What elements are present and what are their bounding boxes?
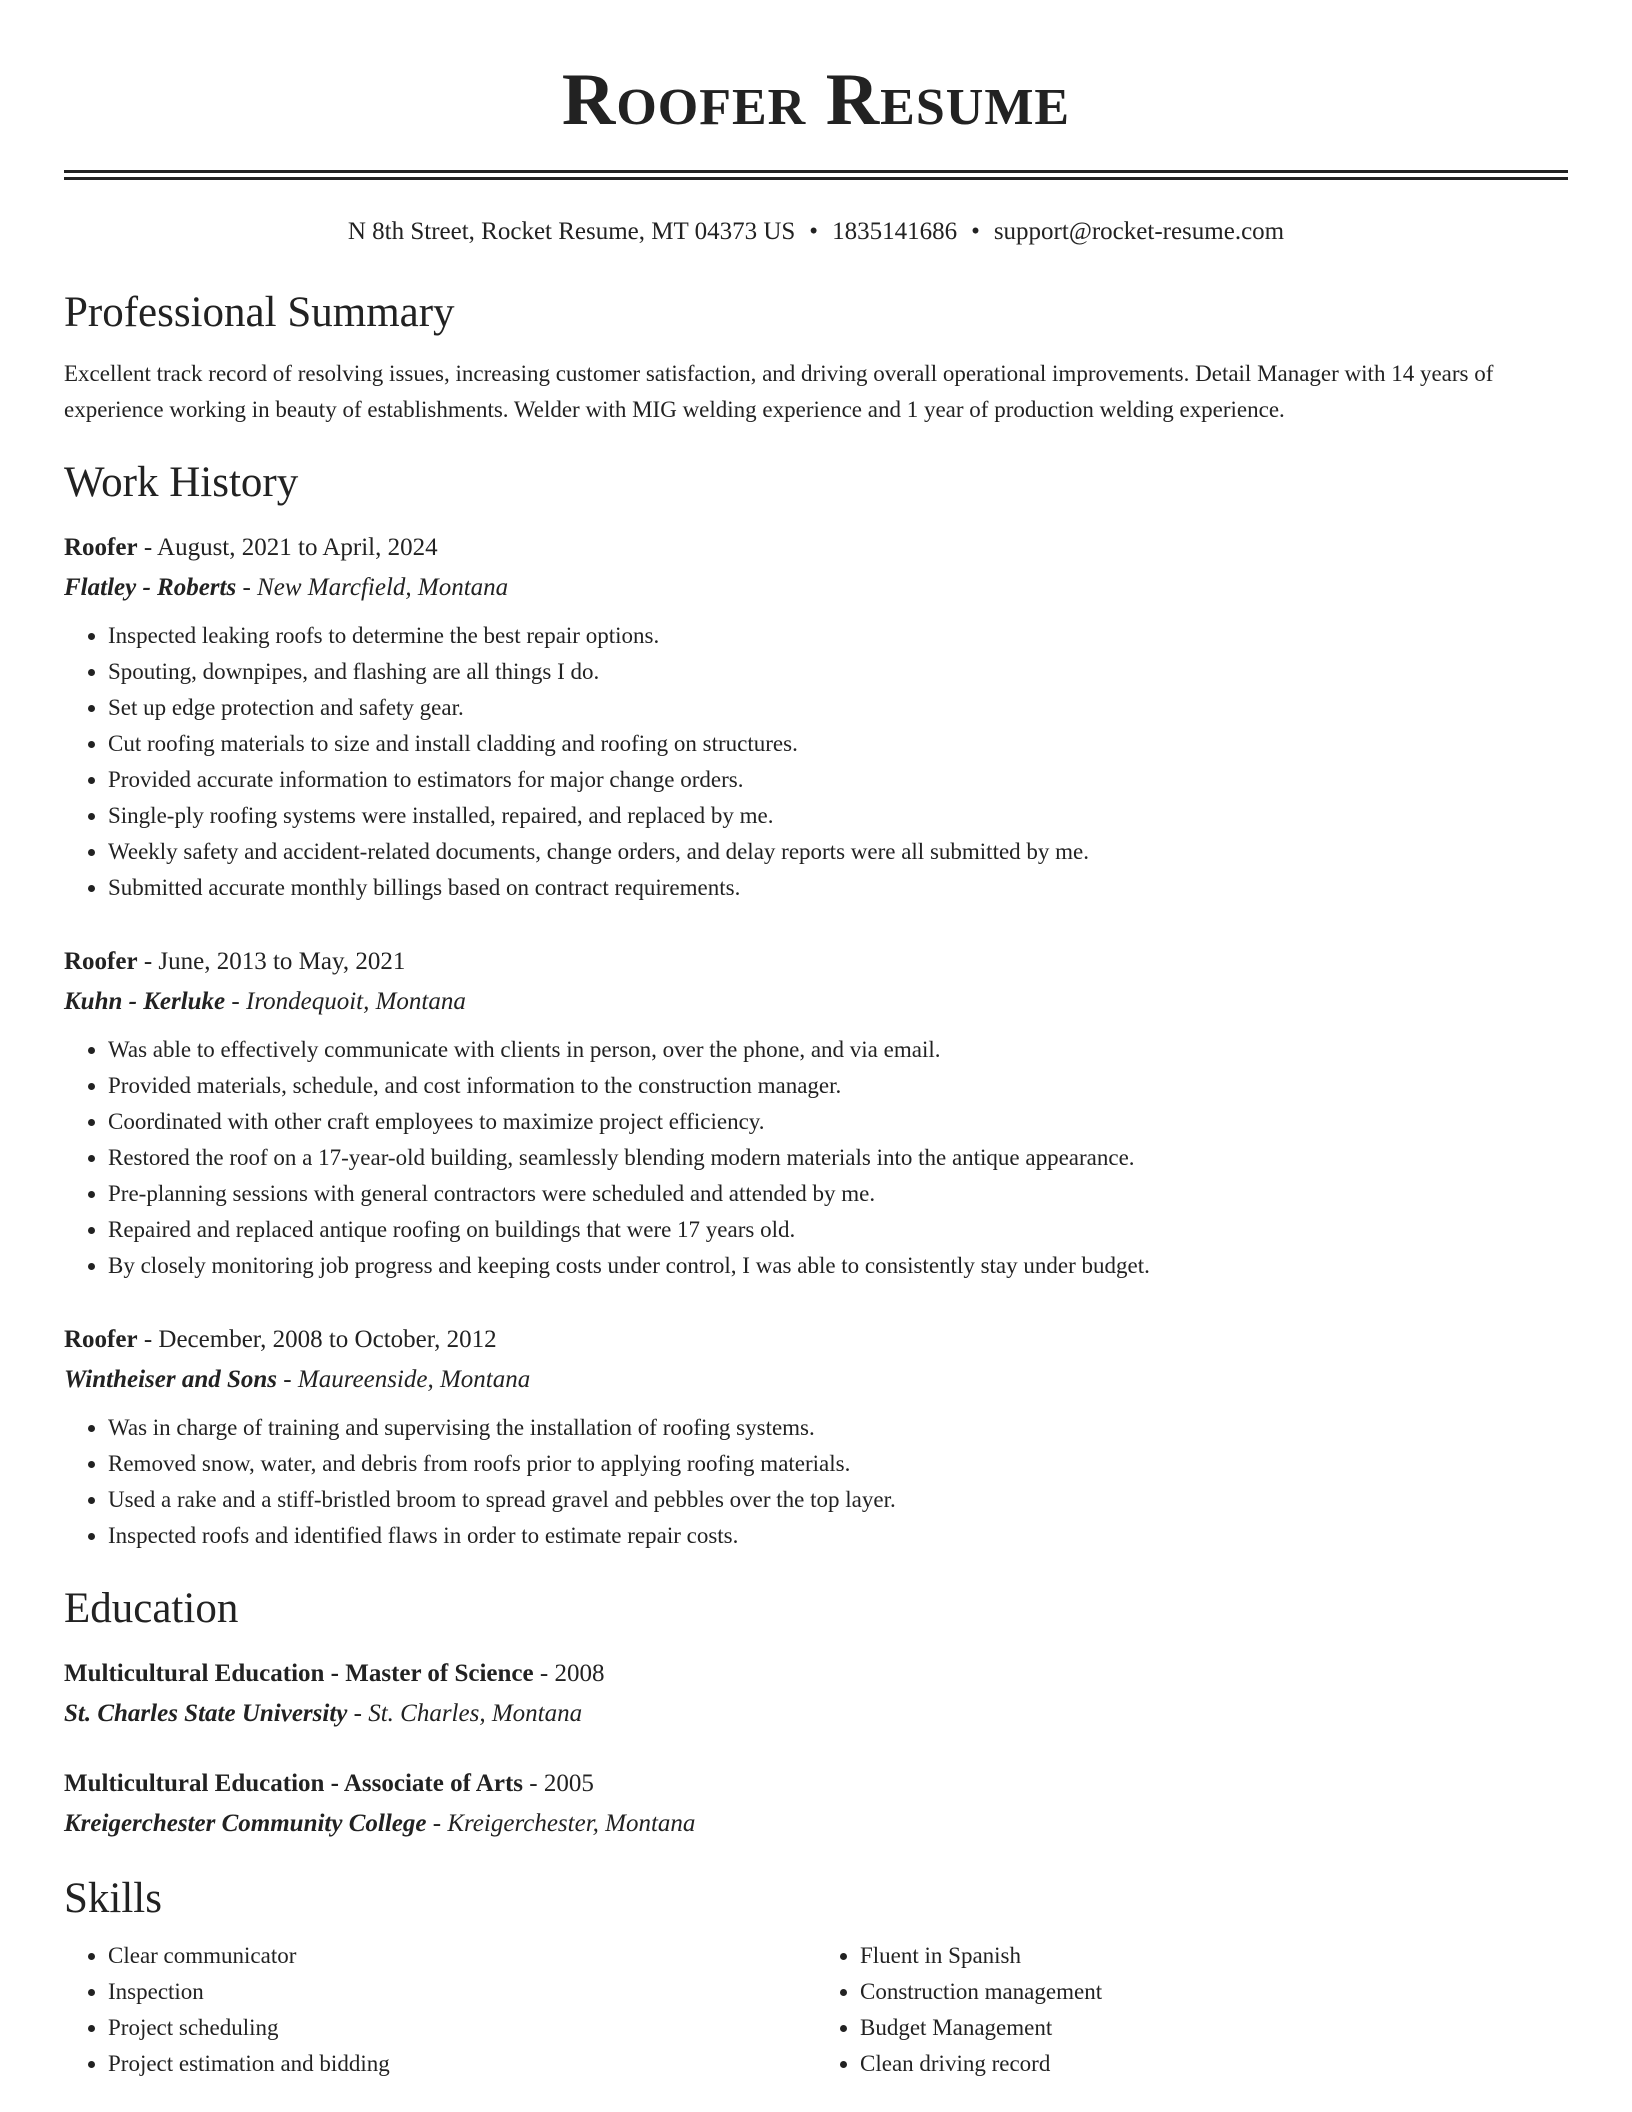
job-bullets bbox=[64, 1410, 1568, 1554]
job-bullet: • Single-ply roofing systems were installed, repaired, and replaced by me. bbox=[108, 798, 1568, 834]
skill-item: • Project estimation and bidding bbox=[108, 2046, 816, 2082]
job-company: Wintheiser and Sons bbox=[64, 1366, 278, 1393]
job-bullet: • Repaired and replaced antique roofing on buildings that were 17 years old. bbox=[108, 1212, 1568, 1248]
skill-item: • Construction management bbox=[860, 1974, 1568, 2010]
job-bullet: • By closely monitoring job progress and keeping costs under control, I was able to consistently stay under budget. bbox=[108, 1248, 1568, 1284]
skill-item: • Inspection bbox=[108, 1974, 816, 2010]
separator: • bbox=[809, 218, 819, 245]
contact-line bbox=[64, 216, 1568, 248]
title-divider bbox=[64, 170, 1568, 180]
job-bullet: • Coordinated with other craft employees to maximize project efficiency. bbox=[108, 1104, 1568, 1140]
job-location: - New Marcfield, Montana bbox=[236, 574, 509, 601]
school-location: - St. Charles, Montana bbox=[347, 1700, 583, 1727]
skill-item: • Clear communicator bbox=[108, 1938, 816, 1974]
job-title: Roofer bbox=[64, 1326, 138, 1353]
job-bullet: • Inspected leaking roofs to determine the best repair options. bbox=[108, 618, 1568, 654]
job-bullet: • Weekly safety and accident-related documents, change orders, and delay reports were all submitted by me. bbox=[108, 834, 1568, 870]
job-bullet: • Submitted accurate monthly billings based on contract requirements. bbox=[108, 870, 1568, 906]
job-bullets bbox=[64, 618, 1568, 906]
skill-item: • Project scheduling bbox=[108, 2010, 816, 2046]
skill-item: • Fluent in Spanish bbox=[860, 1938, 1568, 1974]
job-bullets bbox=[64, 1032, 1568, 1284]
school-name: Kreigerchester Community College bbox=[64, 1810, 427, 1837]
skills-column-right bbox=[816, 1938, 1568, 2082]
job-bullet: • Was able to effectively communicate with clients in person, over the phone, and via email. bbox=[108, 1032, 1568, 1068]
skills-column-left bbox=[64, 1938, 816, 2082]
education-entry bbox=[64, 1764, 1568, 1844]
school-name: St. Charles State University bbox=[64, 1700, 348, 1727]
job-bullet: • Pre-planning sessions with general contractors were scheduled and attended by me. bbox=[108, 1176, 1568, 1212]
job-bullet: • Inspected roofs and identified flaws in order to estimate repair costs. bbox=[108, 1518, 1568, 1554]
work-history-heading: Work History bbox=[64, 459, 299, 506]
job-title: Roofer bbox=[64, 948, 138, 975]
skill-item: • Budget Management bbox=[860, 2010, 1568, 2046]
summary-text: Excellent track record of resolving issues, increasing customer satisfaction, and driving overall operational improvements. Detail Manager with 14 years of experience working in beauty of establishments. Welder with MIG welding experience and 1 year of production welding experience. bbox=[64, 361, 1494, 422]
job-bullet: • Provided accurate information to estimators for major change orders. bbox=[108, 762, 1568, 798]
skills-list bbox=[64, 1938, 1568, 2082]
job-company: Flatley - Roberts bbox=[64, 574, 237, 601]
job-bullet: • Removed snow, water, and debris from roofs prior to applying roofing materials. bbox=[108, 1446, 1568, 1482]
degree: Multicultural Education - Master of Science bbox=[64, 1660, 534, 1687]
job-dates: - December, 2008 to October, 2012 bbox=[137, 1326, 497, 1353]
job-dates: - June, 2013 to May, 2021 bbox=[137, 948, 406, 975]
phone: 1835141686 bbox=[832, 218, 958, 245]
job-bullet: • Was in charge of training and supervising the installation of roofing systems. bbox=[108, 1410, 1568, 1446]
job-bullet: • Set up edge protection and safety gear. bbox=[108, 690, 1568, 726]
skill-item: • Clean driving record bbox=[860, 2046, 1568, 2082]
education-entry bbox=[64, 1654, 1568, 1734]
job-location: - Irondequoit, Montana bbox=[225, 988, 466, 1015]
skills-heading: Skills bbox=[64, 1875, 162, 1922]
job-entry bbox=[64, 528, 1568, 906]
job-entry bbox=[64, 1320, 1568, 1554]
job-bullet: • Restored the roof on a 17-year-old building, seamlessly blending modern materials into the antique appearance. bbox=[108, 1140, 1568, 1176]
job-location: - Maureenside, Montana bbox=[277, 1366, 531, 1393]
summary-heading: Professional Summary bbox=[64, 289, 455, 336]
job-bullet: • Used a rake and a stiff-bristled broom to spread gravel and pebbles over the top layer. bbox=[108, 1482, 1568, 1518]
resume-title: Roofer Resume bbox=[561, 59, 1071, 141]
email: support@rocket-resume.com bbox=[993, 218, 1285, 245]
graduation-year: - 2008 bbox=[533, 1660, 605, 1687]
graduation-year: - 2005 bbox=[523, 1770, 594, 1797]
school-location: - Kreigerchester, Montana bbox=[426, 1810, 696, 1837]
separator: • bbox=[971, 218, 980, 245]
job-bullet: • Spouting, downpipes, and flashing are all things I do. bbox=[108, 654, 1568, 690]
job-title: Roofer bbox=[64, 534, 138, 561]
degree: Multicultural Education - Associate of Arts bbox=[64, 1770, 524, 1797]
job-company: Kuhn - Kerluke bbox=[64, 988, 226, 1015]
address: N 8th Street, Rocket Resume, MT 04373 US bbox=[347, 218, 796, 245]
job-bullet: • Provided materials, schedule, and cost information to the construction manager. bbox=[108, 1068, 1568, 1104]
education-heading: Education bbox=[64, 1585, 239, 1632]
job-dates: - August, 2021 to April, 2024 bbox=[137, 534, 438, 561]
job-entry bbox=[64, 942, 1568, 1284]
job-bullet: • Cut roofing materials to size and install cladding and roofing on structures. bbox=[108, 726, 1568, 762]
